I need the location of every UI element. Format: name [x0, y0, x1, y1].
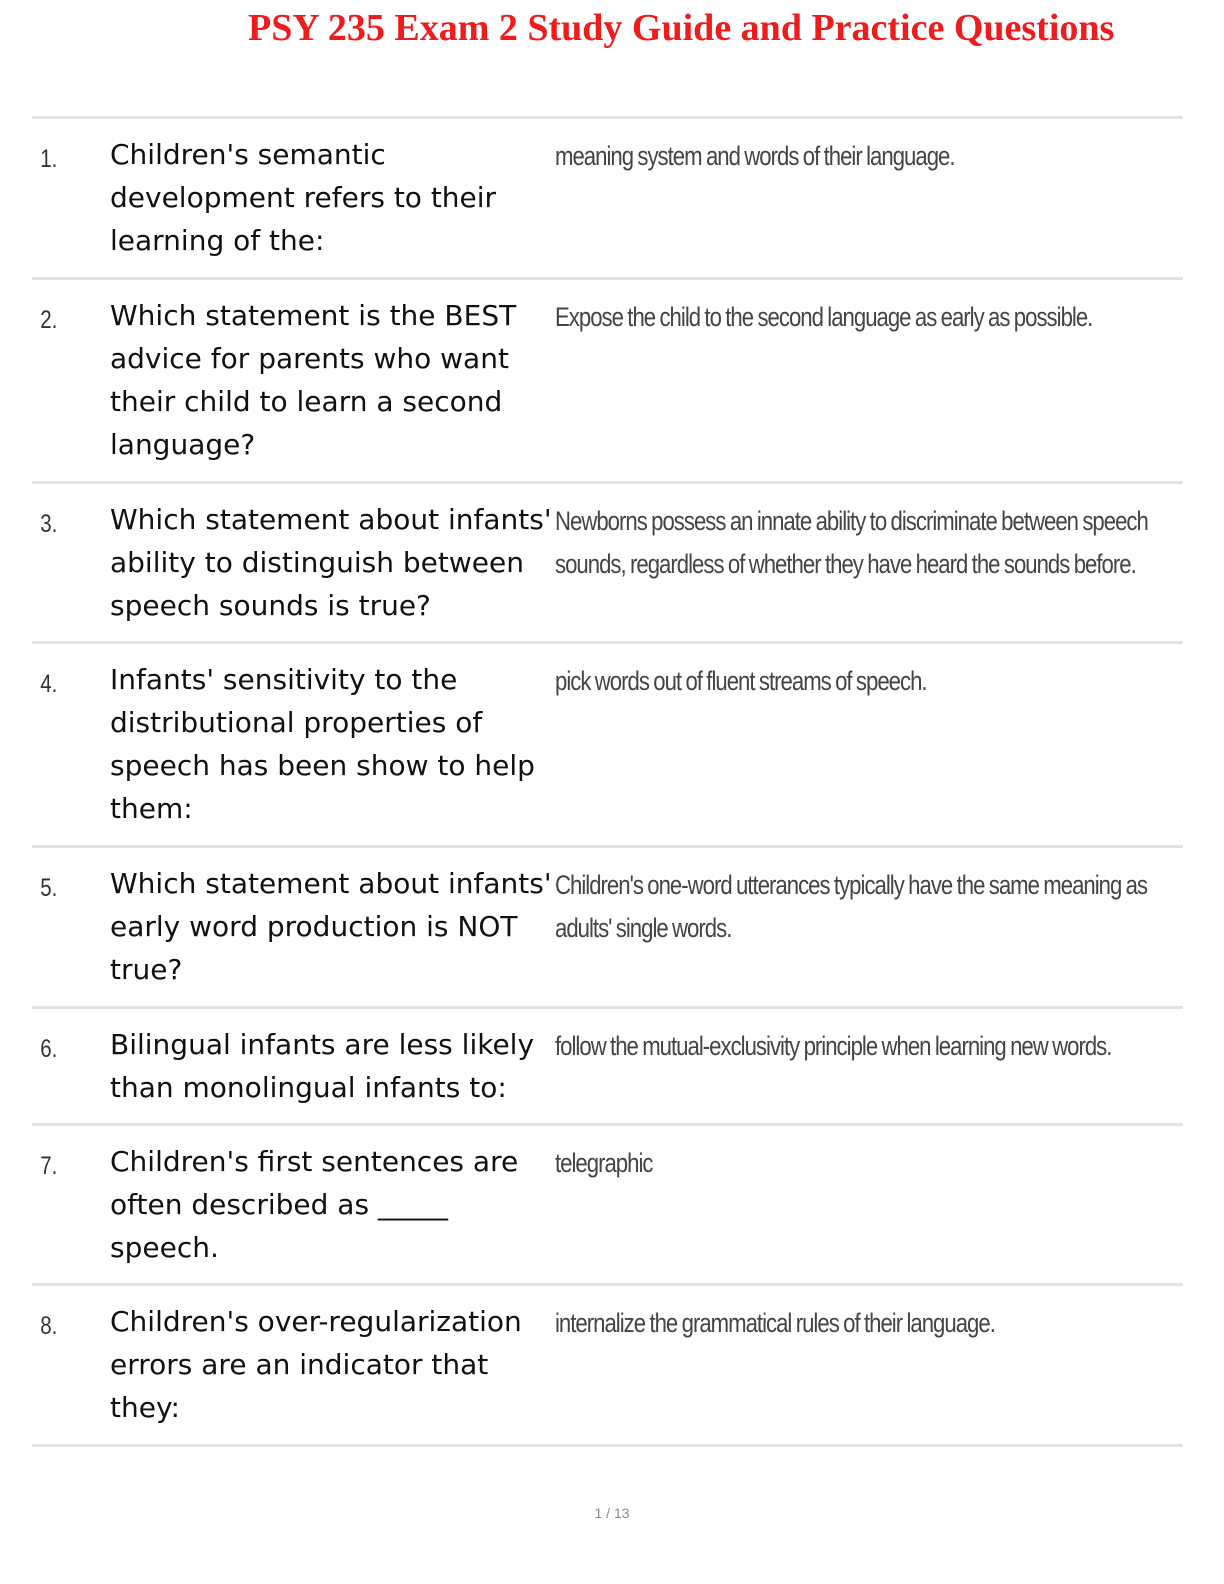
answer-text	[555, 119, 1183, 277]
question-row	[32, 484, 1183, 644]
question-row	[32, 1009, 1183, 1126]
answer-text	[555, 484, 1183, 641]
question-number: 4.	[40, 670, 58, 698]
answer-text	[555, 1286, 1183, 1444]
question-list	[32, 116, 1183, 1447]
answer-text	[555, 644, 1183, 845]
answer-text-inner: pick words out of fluent streams of speech.	[555, 666, 927, 696]
question-text: Which statement is the BEST advice for parents who want their child to learn a second language?	[110, 299, 517, 461]
answer-text	[555, 280, 1183, 481]
answer-text	[555, 1009, 1183, 1123]
document-title: PSY 235 Exam 2 Study Guide and Practice Questions	[248, 7, 1115, 49]
question-row	[32, 280, 1183, 484]
question-number: 5.	[40, 874, 58, 902]
answer-text	[555, 1126, 1183, 1283]
answer-text-inner: Expose the child to the second language as early as possible.	[555, 302, 1093, 332]
question-row	[32, 644, 1183, 848]
question-text: Which statement about infants' ability to distinguish between speech sounds is true?	[110, 503, 552, 622]
question-number: 3.	[40, 510, 58, 538]
question-number: 6.	[40, 1035, 58, 1063]
answer-text-inner: Children's one-word utterances typically have the same meaning as adults' single words.	[555, 870, 1148, 943]
answer-text-inner: Newborns possess an innate ability to discriminate between speech sounds, regardless of whether they have heard the sounds before.	[555, 506, 1148, 579]
answer-text-inner: telegraphic	[555, 1148, 653, 1178]
question-number: 2.	[40, 306, 58, 334]
answer-text-inner: follow the mutual-exclusivity principle when learning new words.	[555, 1031, 1112, 1061]
question-text: Children's semantic development refers to their learning of the:	[110, 138, 497, 257]
question-text: Children's first sentences are often described as _____ speech.	[110, 1145, 519, 1264]
question-text: Which statement about infants' early word production is NOT true?	[110, 867, 552, 986]
question-text: Bilingual infants are less likely than monolingual infants to:	[110, 1028, 535, 1104]
question-text: Infants' sensitivity to the distributional properties of speech has been show to help them:	[110, 663, 535, 825]
question-number: 8.	[40, 1312, 58, 1340]
question-row	[32, 848, 1183, 1009]
question-number: 7.	[40, 1152, 58, 1180]
question-row	[32, 1286, 1183, 1447]
answer-text-inner: internalize the grammatical rules of their language.	[555, 1308, 995, 1338]
question-row	[32, 1126, 1183, 1286]
question-number: 1.	[40, 145, 58, 173]
question-row	[32, 119, 1183, 280]
answer-text-inner: meaning system and words of their language.	[555, 141, 955, 171]
page-indicator: 1 / 13	[594, 1505, 630, 1521]
answer-text	[555, 848, 1183, 1006]
question-text: Children's over-regularization errors are an indicator that they:	[110, 1305, 522, 1424]
